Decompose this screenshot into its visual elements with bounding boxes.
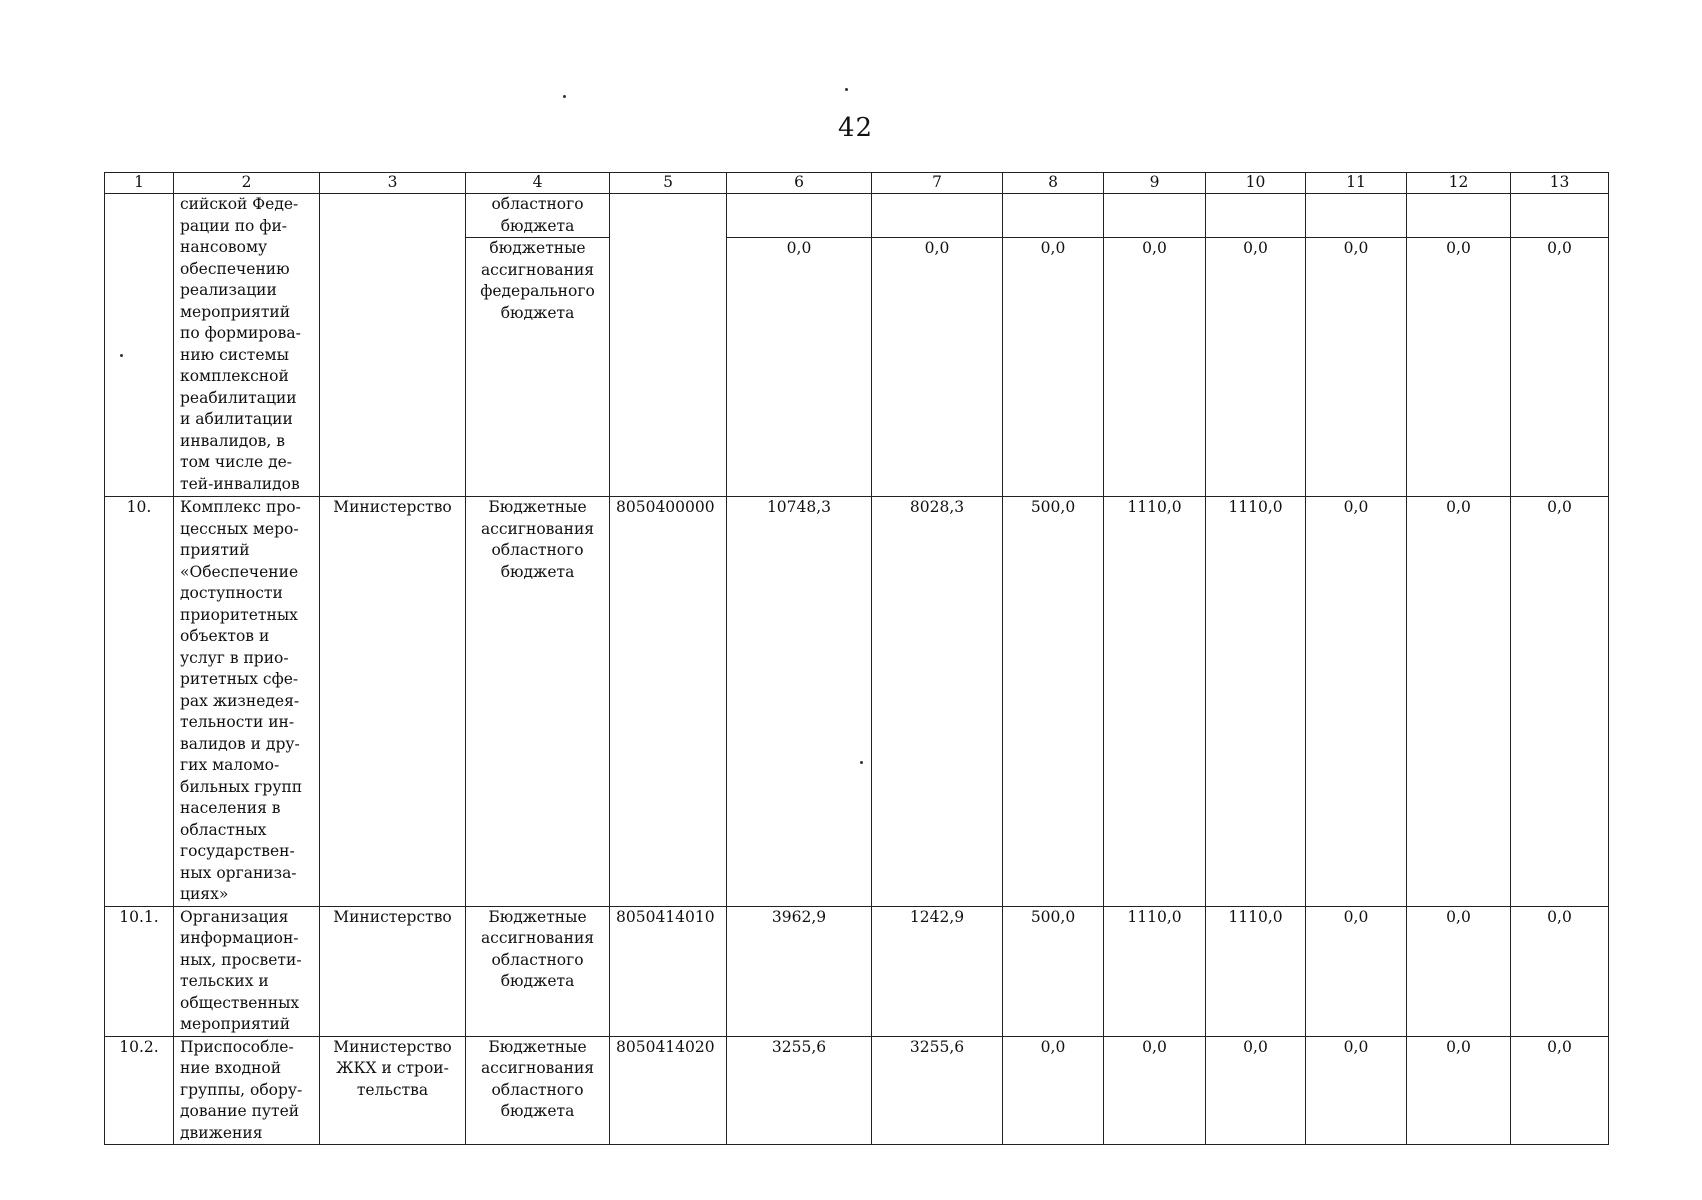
- budget-code-cell: 8050400000: [610, 497, 727, 907]
- measure-name-cell: [174, 1036, 320, 1145]
- source-line: бюджета: [500, 1102, 575, 1120]
- name-line: по формирова-: [180, 324, 301, 342]
- name-line: гих маломо-: [180, 756, 280, 774]
- name-line: комплексной: [180, 367, 289, 385]
- name-line: приоритетных: [180, 605, 298, 624]
- table-row: [105, 906, 1609, 1036]
- value-cell: 1110,0: [1206, 906, 1306, 1036]
- name-line: услуг в прио-: [180, 648, 289, 667]
- name-line: инвалидов, в: [180, 431, 285, 450]
- source-line: ассигнования: [480, 929, 595, 947]
- source-line: областного: [491, 195, 584, 213]
- executor-cell: [320, 194, 466, 497]
- budget-table: [104, 172, 1609, 1145]
- table-row: [105, 1036, 1609, 1145]
- scan-speck: [860, 761, 863, 764]
- value-cell: 8028,3: [872, 497, 1003, 907]
- scan-speck: [120, 354, 123, 357]
- name-line: обеспечению: [180, 259, 290, 278]
- row-number-cell: 10.: [105, 497, 174, 907]
- name-line: «Обеспечение: [180, 562, 299, 581]
- column-number: 4: [466, 173, 610, 194]
- value-cell: 0,0: [1104, 238, 1206, 497]
- budget-code-cell: 8050414010: [610, 906, 727, 1036]
- name-line: тельских и: [180, 972, 269, 990]
- column-number: 10: [1206, 173, 1306, 194]
- name-line: нансовому: [180, 238, 268, 256]
- column-number: 7: [872, 173, 1003, 194]
- column-number: 2: [174, 173, 320, 194]
- source-line: областного: [491, 541, 584, 559]
- value-cell: 3962,9: [727, 906, 872, 1036]
- name-line: рах жизнедея-: [180, 691, 300, 710]
- value-cell: 0,0: [1306, 906, 1407, 1036]
- name-line: информацион-: [180, 929, 299, 947]
- funding-source-cell: [466, 238, 610, 497]
- budget-code-cell: 8050414020: [610, 1036, 727, 1145]
- value-cell: 0,0: [1003, 1036, 1104, 1145]
- value-cell: 0,0: [1306, 497, 1407, 907]
- column-number: 8: [1003, 173, 1104, 194]
- value-cell: [1003, 194, 1104, 238]
- source-line: бюджета: [500, 972, 575, 990]
- row-number-cell: 10.2.: [105, 1036, 174, 1145]
- name-line: населения в: [180, 799, 281, 817]
- value-cell: 0,0: [1511, 497, 1609, 907]
- value-cell: 3255,6: [872, 1036, 1003, 1145]
- name-line: государствен-: [180, 842, 295, 860]
- source-line: Бюджетные: [488, 498, 587, 516]
- value-cell: 0,0: [1407, 497, 1511, 907]
- value-cell: 500,0: [1003, 497, 1104, 907]
- name-line: доступности: [180, 584, 283, 602]
- name-line: ных организа-: [180, 863, 297, 882]
- column-number: 9: [1104, 173, 1206, 194]
- column-number: 1: [105, 173, 174, 194]
- source-line: бюджета: [500, 216, 575, 235]
- source-line: областного: [491, 950, 584, 969]
- value-cell: 0,0: [1511, 1036, 1609, 1145]
- value-cell: 3255,6: [727, 1036, 872, 1145]
- name-line: циях»: [180, 885, 229, 903]
- name-line: том числе де-: [180, 453, 293, 471]
- name-line: дование путей: [180, 1102, 300, 1120]
- source-line: ассигнования: [480, 519, 595, 538]
- value-cell: 0,0: [727, 238, 872, 497]
- page-number: 42: [838, 113, 874, 143]
- name-line: реализации: [180, 281, 277, 299]
- value-cell: 1110,0: [1104, 497, 1206, 907]
- value-cell: 1110,0: [1206, 497, 1306, 907]
- funding-source-cell: [466, 1036, 610, 1145]
- value-cell: 0,0: [1104, 1036, 1206, 1145]
- measure-name-cell: [174, 906, 320, 1036]
- value-cell: 0,0: [1206, 238, 1306, 497]
- value-cell: 0,0: [1306, 238, 1407, 497]
- name-line: Организация: [180, 907, 289, 926]
- value-cell: [1511, 194, 1609, 238]
- value-cell: 0,0: [1511, 238, 1609, 497]
- value-cell: 0,0: [1306, 1036, 1407, 1145]
- name-line: реабилитации: [180, 388, 297, 407]
- column-number: 5: [610, 173, 727, 194]
- name-line: общественных: [180, 993, 300, 1012]
- name-line: мероприятий: [180, 302, 291, 321]
- table-row: [105, 497, 1609, 907]
- source-line: ассигнования: [480, 1059, 595, 1077]
- value-cell: 1242,9: [872, 906, 1003, 1036]
- value-cell: [1104, 194, 1206, 238]
- value-cell: [872, 194, 1003, 238]
- source-line: Бюджетные: [488, 1037, 587, 1056]
- executor-cell: Министерство: [320, 497, 466, 907]
- value-cell: 0,0: [872, 238, 1003, 497]
- row-number-cell: [105, 194, 174, 497]
- source-line: бюджетные: [489, 239, 586, 257]
- name-line: сийской Феде-: [180, 195, 299, 213]
- value-cell: 0,0: [1407, 1036, 1511, 1145]
- name-line: тельности ин-: [180, 713, 295, 731]
- name-line: объектов и: [180, 627, 270, 645]
- executor-cell: Министерство: [320, 906, 466, 1036]
- funding-source-cell: [466, 497, 610, 907]
- scan-speck: [845, 88, 848, 91]
- name-line: мероприятий: [180, 1015, 291, 1033]
- value-cell: 500,0: [1003, 906, 1104, 1036]
- name-line: ных, просвети-: [180, 950, 302, 969]
- funding-source-cell: [466, 906, 610, 1036]
- source-line: бюджета: [500, 303, 575, 322]
- funding-source-cell: [466, 194, 610, 238]
- name-line: тей-инвалидов: [180, 474, 300, 493]
- column-number: 6: [727, 173, 872, 194]
- value-cell: [727, 194, 872, 238]
- name-line: нию системы: [180, 345, 289, 364]
- executor-cell: Министерство ЖКХ и строи-тельства: [320, 1036, 466, 1145]
- source-line: бюджета: [500, 562, 575, 581]
- name-line: областных: [180, 820, 267, 839]
- column-number: 3: [320, 173, 466, 194]
- name-line: группы, обору-: [180, 1080, 303, 1099]
- name-line: ние входной: [180, 1059, 282, 1077]
- name-line: бильных групп: [180, 777, 303, 796]
- name-line: приятий: [180, 541, 250, 559]
- value-cell: [1407, 194, 1511, 238]
- column-number: 13: [1511, 173, 1609, 194]
- continuation-name-cell: [174, 194, 320, 497]
- value-cell: [1206, 194, 1306, 238]
- value-cell: 1110,0: [1104, 906, 1206, 1036]
- name-line: движения: [180, 1123, 263, 1142]
- name-line: ритетных сфе-: [180, 670, 299, 688]
- name-line: рации по фи-: [180, 216, 288, 235]
- source-line: ассигнования: [480, 260, 595, 279]
- name-line: Комплекс про-: [180, 498, 301, 516]
- name-line: Приспособле-: [180, 1037, 294, 1056]
- column-number-row: [105, 173, 1609, 194]
- value-cell: 0,0: [1206, 1036, 1306, 1145]
- value-cell: 0,0: [1407, 238, 1511, 497]
- column-number: 12: [1407, 173, 1511, 194]
- value-cell: 0,0: [1511, 906, 1609, 1036]
- value-cell: 10748,3: [727, 497, 872, 907]
- budget-code-cell: [610, 194, 727, 497]
- source-line: областного: [491, 1080, 584, 1099]
- value-cell: 0,0: [1407, 906, 1511, 1036]
- name-line: и абилитации: [180, 410, 293, 428]
- column-number: 11: [1306, 173, 1407, 194]
- name-line: валидов и дру-: [180, 734, 300, 753]
- value-cell: 0,0: [1003, 238, 1104, 497]
- continuation-regional-row: [105, 194, 1609, 238]
- row-number-cell: 10.1.: [105, 906, 174, 1036]
- value-cell: [1306, 194, 1407, 238]
- measure-name-cell: [174, 497, 320, 907]
- source-line: федерального: [480, 282, 595, 300]
- scan-speck: [563, 95, 566, 98]
- source-line: Бюджетные: [488, 907, 587, 926]
- name-line: цессных меро-: [180, 519, 299, 538]
